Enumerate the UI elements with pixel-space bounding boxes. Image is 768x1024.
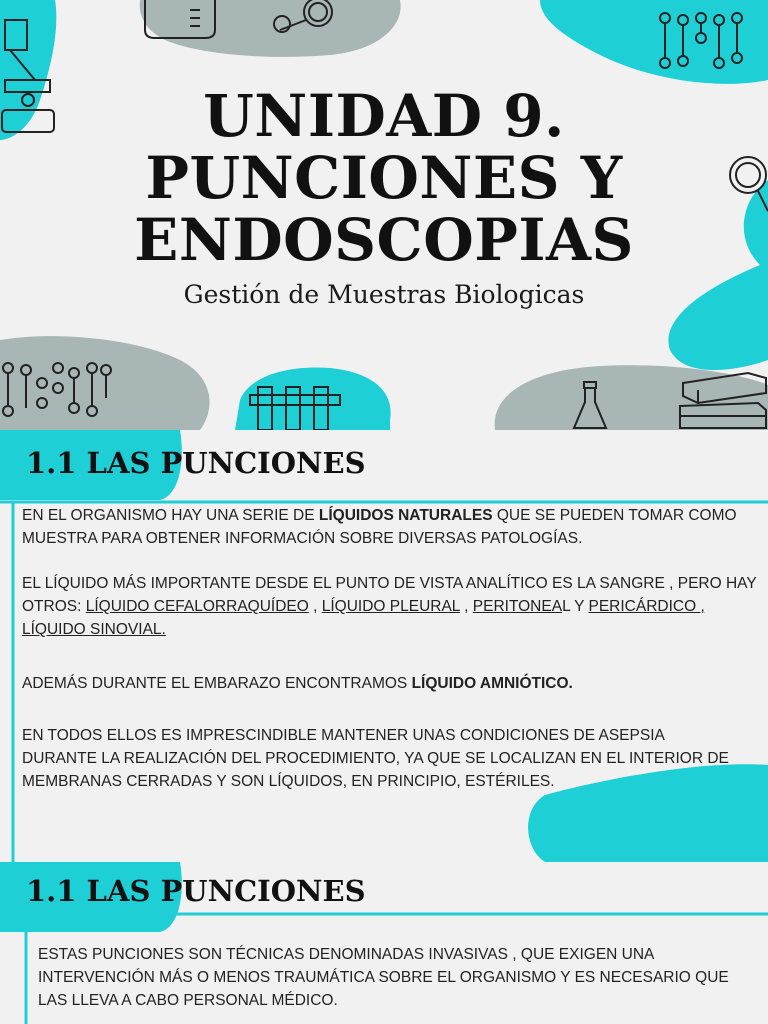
books-icon bbox=[678, 368, 768, 430]
paragraph-1: EN EL ORGANISMO HAY UNA SERIE DE LÍQUIDOS NATURALES QUE SE PUEDEN TOMAR COMO MUESTRA PARA OBTENER INFORMACIÓN SOBRE DIVERSAS PATOLOGÍAS. bbox=[22, 507, 737, 547]
content-slide-1 bbox=[0, 430, 768, 862]
paragraph-5: ESTAS PUNCIONES SON TÉCNICAS DENOMINADAS INVASIVAS , QUE EXIGEN UNA INTERVENCIÓN MÁS O MENOS TRAUMÁTICA SOBRE EL ORGANISMO Y ES NECESARIO QUE LAS LLEVA A CABO PERSONAL MÉDICO. bbox=[38, 946, 729, 1009]
test-tubes-icon bbox=[248, 385, 343, 430]
molecule-left-icon bbox=[0, 358, 115, 423]
content-slide-2 bbox=[0, 862, 768, 1024]
title-slide bbox=[0, 0, 768, 430]
slide2-blobs bbox=[0, 430, 768, 862]
flask-icon bbox=[570, 380, 610, 430]
title-line-3: ENDOSCOPIAS bbox=[134, 206, 634, 274]
paragraph-2: EL LÍQUIDO MÁS IMPORTANTE DESDE EL PUNTO DE VISTA ANALÍTICO ES LA SANGRE , PERO HAY OTROS: LÍQUIDO CEFALORRAQUÍDEO , LÍQUIDO PLEURAL , PERITONEAL Y PERICÁRDICO , LÍQUIDO SINOVIAL. bbox=[22, 575, 757, 638]
title-line-2: PUNCIONES Y bbox=[145, 144, 623, 212]
molecule-icon bbox=[655, 8, 755, 73]
title-line-1: UNIDAD 9. bbox=[203, 82, 565, 150]
section-heading-2: 1.1 LAS PUNCIONES bbox=[26, 874, 366, 908]
magnifier-icon bbox=[270, 0, 340, 42]
section-heading: 1.1 LAS PUNCIONES bbox=[26, 446, 366, 480]
beaker-icon bbox=[140, 0, 220, 40]
subtitle: Gestión de Muestras Biologicas bbox=[183, 280, 585, 309]
paragraph-3: ADEMÁS DURANTE EL EMBARAZO ENCONTRAMOS LÍQUIDO AMNIÓTICO. bbox=[22, 675, 573, 692]
paragraph-4: EN TODOS ELLOS ES IMPRESCINDIBLE MANTENER UNAS CONDICIONES DE ASEPSIA DURANTE LA REALIZACIÓN DEL PROCEDIMIENTO, YA QUE SE LOCALIZAN EN EL INTERIOR DE MEMBRANAS CERRADAS Y SON LÍQUIDOS, EN PRINCIPIO, ESTÉRILES. bbox=[22, 727, 729, 790]
